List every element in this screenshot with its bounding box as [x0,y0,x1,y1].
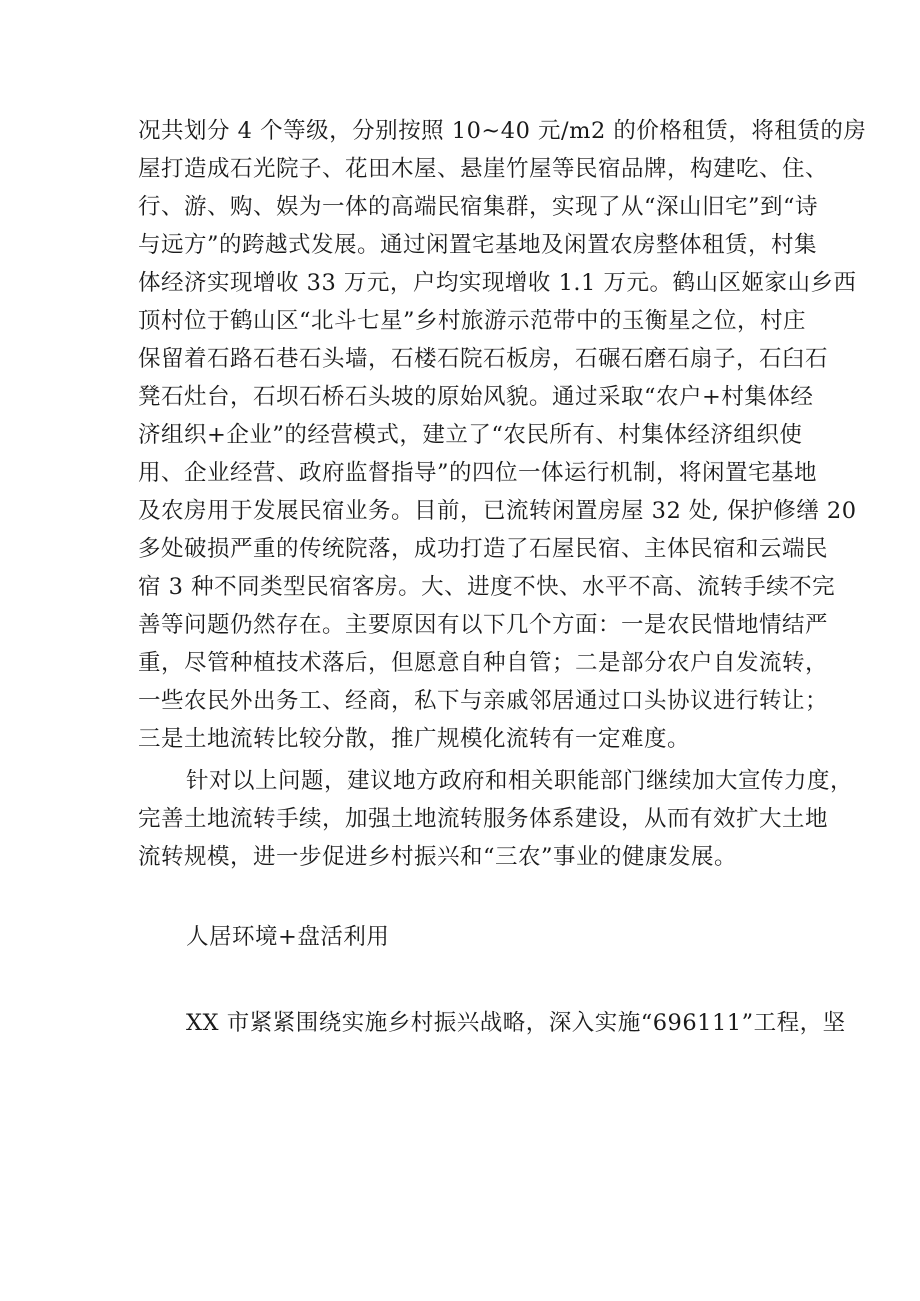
text-line: 完善土地流转手续，加强土地流转服务体系建设，从而有效扩大土地 [138,806,829,832]
text-line: 流转规模，进一步促进乡村振兴和“三农”事业的健康发展。 [138,844,738,870]
text-line: 一些农民外出务工、经商，私下与亲戚邻居通过口头协议进行转让； [138,688,829,714]
text-line: 用、企业经营、政府监督指导”的四位一体运行机制，将闲置宅基地 [138,460,818,486]
text-line: 保留着石路石巷石头墙，石楼石院石板房，石碾石磨石扇子，石臼石 [138,346,829,372]
text-line: 济组织+企业”的经营模式，建立了“农民所有、村集体经济组织使 [138,422,803,448]
text-line: 况共划分 4 个等级，分别按照 10~40 元/m2 的价格租赁，将租赁的房 [138,118,867,144]
text-line: 行、游、购、娱为一体的高端民宿集群，实现了从“深山旧宅”到“诗 [138,194,819,220]
text-line: 三是土地流转比较分散，推广规模化流转有一定难度。 [138,726,691,752]
text-line: 凳石灶台，石坝石桥石头坡的原始风貌。通过采取“农户+村集体经 [138,384,814,410]
text-line: XX 市紧紧围绕实施乡村振兴战略，深入实施“696111”工程，坚 [186,1010,846,1036]
text-line: 重，尽管种植技术落后，但愿意自种自管；二是部分农户自发流转， [138,650,829,676]
text-line: 宿 3 种不同类型民宿客房。大、进度不快、水平不高、流转手续不完 [138,574,836,600]
text-line: 及农房用于发展民宿业务。目前，已流转闲置房屋 32 处, 保护修缮 20 [138,498,857,524]
text-line: 体经济实现增收 33 万元，户均实现增收 1.1 万元。鹤山区姬家山乡西 [138,270,857,296]
text-line: 善等问题仍然存在。主要原因有以下几个方面：一是农民惜地情结严 [138,612,829,638]
text-line: 针对以上问题，建议地方政府和相关职能部门继续加大宣传力度， [186,768,854,794]
text-line: 顶村位于鹤山区“北斗七星”乡村旅游示范带中的玉衡星之位，村庄 [138,308,807,334]
text-line: 多处破损严重的传统院落，成功打造了石屋民宿、主体民宿和云端民 [138,536,829,562]
text-line: 屋打造成石光院子、花田木屋、悬崖竹屋等民宿品牌，构建吃、住、 [138,156,829,182]
text-line: 与远方”的跨越式发展。通过闲置宅基地及闲置农房整体租赁，村集 [138,232,818,258]
section-heading: 人居环境+盘活利用 [186,924,390,950]
